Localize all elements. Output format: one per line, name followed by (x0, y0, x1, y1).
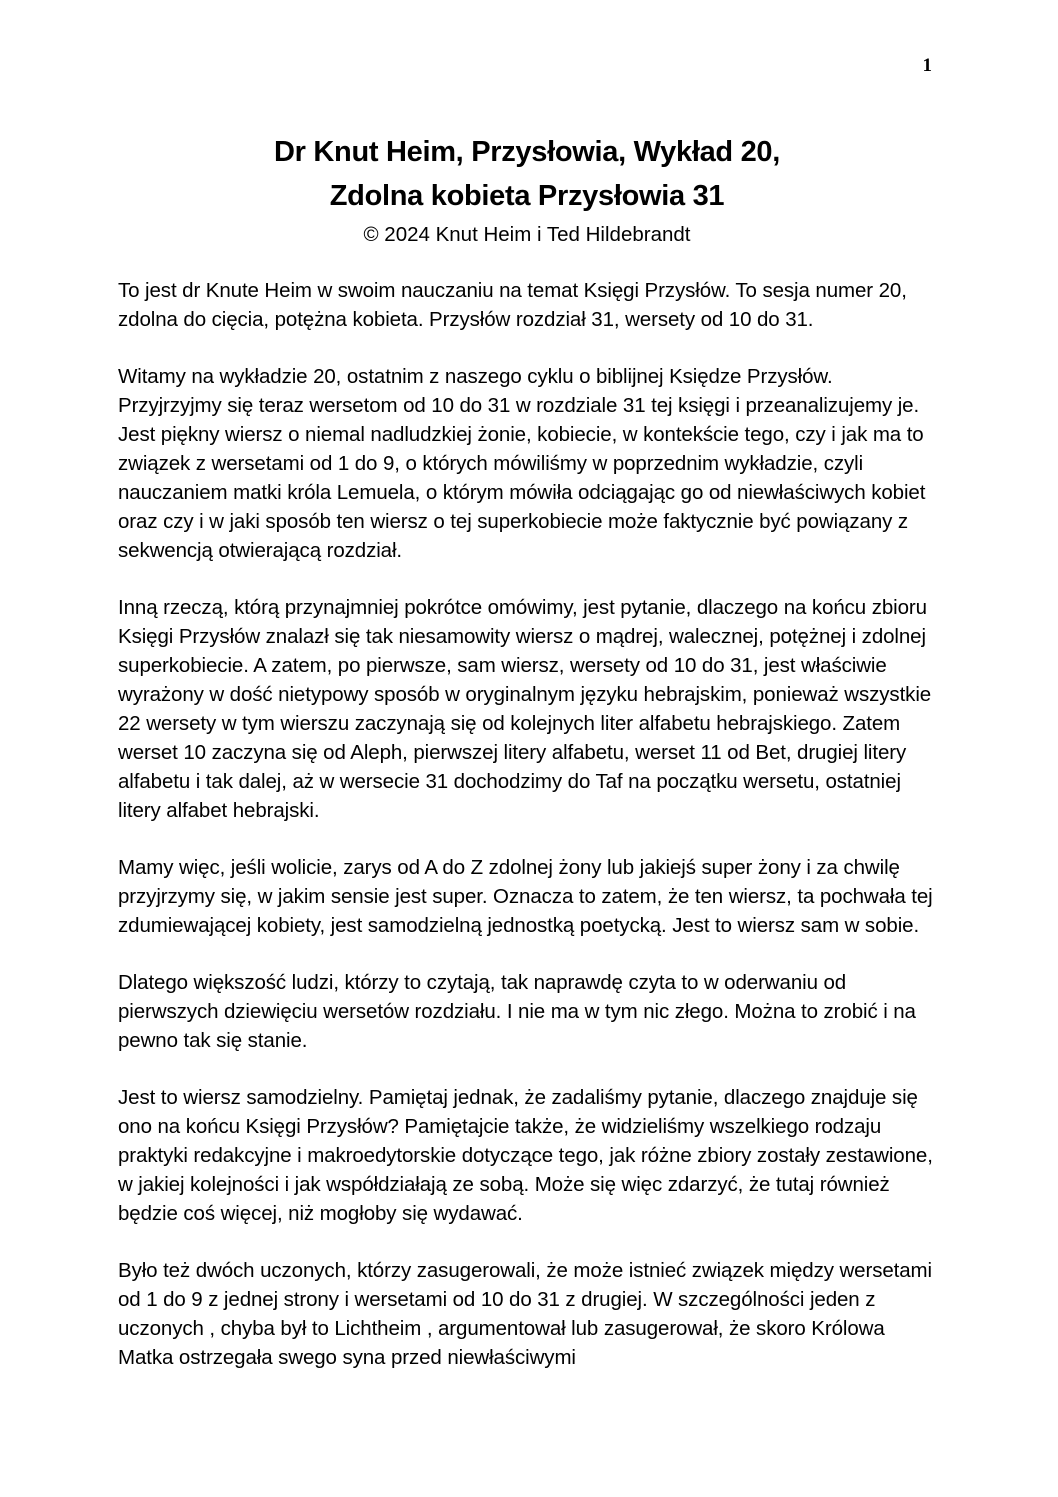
paragraph-2: Witamy na wykładzie 20, ostatnim z naszego cyklu o biblijnej Księdze Przysłów. Przyjrzyjmy się teraz wersetom od 10 do 31 w rozdziale 31 tej księgi i przeanalizujemy je. Jest piękny wiersz o niemal nadludzkiej żonie, kobiecie, w kontekście tego, czy i jak ma to związek z wersetami od 1 do 9, o których mówiliśmy w poprzednim wykładzie, czyli nauczaniem matki króla Lemuela, o którym mówiła odciągając go od niewłaściwych kobiet oraz czy i w jaki sposób ten wiersz o tej superkobiecie może faktycznie być powiązany z sekwencją otwierającą rozdział. (118, 365, 926, 562)
paragraph-5: Dlatego większość ludzi, którzy to czytają, tak naprawdę czyta to w oderwaniu od pierwszych dziewięciu wersetów rozdziału. I nie ma w tym nic złego. Można to zrobić i na pewno tak się stanie. (118, 971, 916, 1052)
document-title-line-2: Zdolna kobieta Przysłowia 31 (329, 180, 725, 212)
page-content (118, 130, 936, 1372)
copyright-line: © 2024 Knut Heim i Ted Hildebrandt (363, 223, 691, 246)
document-title-line-1: Dr Knut Heim, Przysłowia, Wykład 20, (274, 136, 780, 168)
paragraph-4: Mamy więc, jeśli wolicie, zarys od A do Z zdolnej żony lub jakiejś super żony i za chwilę przyjrzymy się, w jakim sensie jest super. Oznacza to zatem, że ten wiersz, ta pochwała tej zdumiewającej kobiety, jest samodzielną jednostką poetycką. Jest to wiersz sam w sobie. (118, 856, 933, 937)
paragraph-1: To jest dr Knute Heim w swoim nauczaniu na temat Księgi Przysłów. To sesja numer 20, zdolna do cięcia, potężna kobieta. Przysłów rozdział 31, wersety od 10 do 31. (118, 279, 907, 331)
paragraph-3: Inną rzeczą, którą przynajmniej pokrótce omówimy, jest pytanie, dlaczego na końcu zbioru Księgi Przysłów znalazł się tak niesamowity wiersz o mądrej, walecznej, potężnej i zdolnej superkobiecie. A zatem, po pierwsze, sam wiersz, wersety od 10 do 31, jest właściwie wyrażony w dość nietypowy sposób w oryginalnym języku hebrajskim, ponieważ wszystkie 22 wersety w tym wierszu zaczynają się od kolejnych liter alfabetu hebrajskiego. Zatem werset 10 zaczyna się od Aleph, pierwszej litery alfabetu, werset 11 od Bet, drugiej litery alfabetu i tak dalej, aż w wersecie 31 dochodzimy do Taf na początku wersetu, ostatniej litery alfabet hebrajski. (118, 596, 932, 822)
document-title (118, 130, 936, 218)
paragraph-7: Było też dwóch uczonych, którzy zasugerowali, że może istnieć związek między wersetami od 1 do 9 z jednej strony i wersetami od 10 do 31 z drugiej. W szczególności jeden z uczonych , chyba był to Lichtheim , argumentował lub zasugerował, że skoro Królowa Matka ostrzegała swego syna przed niewłaściwymi (118, 1259, 932, 1369)
page-number: 1 (922, 55, 932, 76)
paragraph-6: Jest to wiersz samodzielny. Pamiętaj jednak, że zadaliśmy pytanie, dlaczego znajduje się ono na końcu Księgi Przysłów? Pamiętajcie także, że widzieliśmy wszelkiego rodzaju praktyki redakcyjne i makroedytorskie dotyczące tego, jak różne zbiory zostały zestawione, w jakiej kolejności i jak współdziałają ze sobą. Może się więc zdarzyć, że tutaj również będzie coś więcej, niż mogłoby się wydawać. (118, 1086, 933, 1225)
document-body (118, 276, 936, 1372)
